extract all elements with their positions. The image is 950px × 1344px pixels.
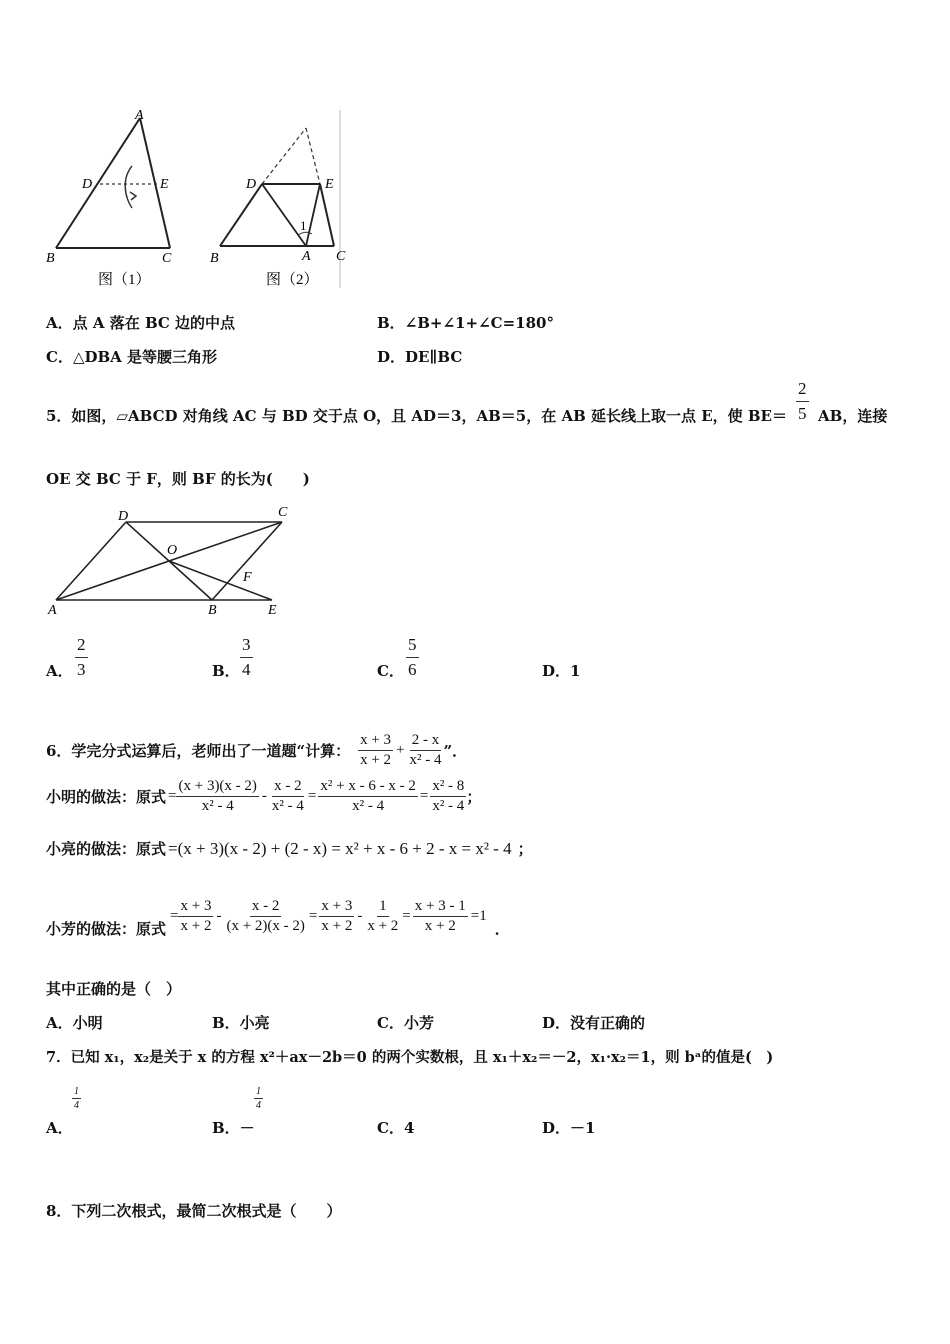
q5-label-C: C <box>278 505 288 520</box>
q5-option-C-fraction <box>406 634 419 681</box>
fig1-label-B: B <box>46 251 55 266</box>
frac-num: (x + 3)(x - 2) <box>176 778 258 797</box>
fig1-label-D: D <box>82 177 93 192</box>
frac-den: x + 2 <box>367 918 399 934</box>
fig2-label-C: C <box>336 249 346 264</box>
q5-option-C[interactable] <box>377 660 404 681</box>
frac-den: (x + 2)(x - 2) <box>226 918 305 934</box>
fig1-label-A: A <box>135 108 144 123</box>
xiaofang-label: 小芳的做法：原式 <box>46 920 167 938</box>
figure-1-triangle <box>56 118 170 248</box>
q7-stem: 7．已知 x₁，x₂是关于 x 的方程 x²＋ax－2b＝0 的两个实数根，且 x₁＋x₂＝－2，x₁·x₂＝1，则 bᵃ的值是( ) <box>46 1049 774 1066</box>
line-end: ； <box>466 788 482 806</box>
q5-stem-line1-end: AB，连接 <box>818 407 888 425</box>
q7-option-A-fraction <box>72 1086 81 1111</box>
q6-option-B[interactable]: B．小亮 <box>212 1014 270 1032</box>
frac-num: 1 <box>256 1086 261 1097</box>
frac-den: x² - 4 <box>352 798 385 814</box>
q6-problem-expression <box>358 732 443 769</box>
frac-den: 3 <box>77 660 86 679</box>
q5-label-B: B <box>208 603 217 618</box>
q7-option-A[interactable]: A． <box>46 1119 73 1137</box>
fig2-label-one: 1 <box>300 218 307 233</box>
frac-num: x - 2 <box>272 778 304 797</box>
q4-option-B[interactable]: B．∠B+∠1+∠C=180° <box>377 314 554 332</box>
q4-option-D[interactable]: D．DE∥BC <box>377 348 463 366</box>
frac-num: x + 3 - 1 <box>413 898 468 917</box>
frac-num: 1 <box>377 898 389 917</box>
q5-fraction-two-fifths <box>796 378 809 425</box>
frac-num: 2 <box>796 378 809 402</box>
fig2-label-A: A <box>302 249 311 264</box>
fig1-label-E: E <box>160 177 169 192</box>
q8-stem: 8．下列二次根式，最简二次根式是（ ） <box>46 1202 342 1220</box>
q5-label-A: A <box>48 603 57 618</box>
q6-xiaoming-line: 小明的做法：原式 = $\frac{(x + 3)(x - 2)}{\text{x² - 4}}$ - $\frac{x - 2}{\text{x² - 4}}$ = $\frac{\text{x² + x - 6 - x - 2}}{\text{x² - 4}}$ = $\frac{\text{x² - 8}}{\text{x² - 4}}$ ； <box>46 778 482 814</box>
frac-num: x + 3 <box>358 732 393 751</box>
q5-option-B[interactable] <box>212 660 240 681</box>
option-letter: C． <box>377 662 404 680</box>
q4-figure <box>40 100 360 295</box>
q6-intro: 6．学完分式运算后，老师出了一道题“计算： <box>46 742 351 760</box>
frac-den: x + 2 <box>321 918 353 934</box>
fig2-label-B: B <box>210 251 219 266</box>
xiaoliang-label: 小亮的做法：原式 <box>46 840 167 858</box>
q4-option-A[interactable]: A．点 A 落在 BC 边的中点 <box>46 314 236 332</box>
q5-label-O: O <box>167 543 178 558</box>
q5-label-E: E <box>268 603 277 618</box>
fig1-caption: 图（1） <box>98 272 151 288</box>
option-letter: B． <box>212 662 240 680</box>
q7-option-D[interactable]: D．－1 <box>542 1119 596 1137</box>
frac-den: 4 <box>74 1100 79 1111</box>
frac-num: x² - 8 <box>430 778 466 797</box>
q6-stem <box>46 732 467 769</box>
plus-sign: + <box>396 742 405 758</box>
frac-den: x² - 4 <box>201 798 234 814</box>
frac-num: x - 2 <box>250 898 282 917</box>
xiaofang-result: =1 <box>470 908 487 924</box>
frac-num: 1 <box>74 1086 79 1097</box>
frac-den: x + 2 <box>180 918 212 934</box>
q6-option-A[interactable]: A．小明 <box>46 1014 103 1032</box>
xiaoming-label: 小明的做法：原式 <box>46 788 167 806</box>
frac-num: 3 <box>240 634 253 658</box>
frac-den: x² - 4 <box>432 798 465 814</box>
fig1-label-C: C <box>162 251 172 266</box>
frac-den: 6 <box>408 660 417 679</box>
frac-den: x² - 4 <box>271 798 304 814</box>
fig2-caption: 图（2） <box>266 272 319 288</box>
option-value: 1 <box>570 662 581 680</box>
q7-option-B-fraction <box>254 1086 263 1111</box>
fig2-label-D: D <box>246 177 257 192</box>
frac-den: 4 <box>242 660 251 679</box>
frac-den: 4 <box>256 1100 261 1111</box>
option-letter: A． <box>46 662 73 680</box>
q5-stem-line1: 5．如图，▱ABCD 对角线 AC 与 BD 交于点 O，且 AD＝3，AB＝5，在 AB 延长线上取一点 E，使 BE＝ <box>46 407 787 425</box>
frac-num: 2 - x <box>410 732 442 751</box>
q6-question: 其中正确的是（ ） <box>46 980 182 998</box>
q7-option-B[interactable]: B．－ <box>212 1119 255 1137</box>
q6-option-C[interactable]: C．小芳 <box>377 1014 434 1032</box>
q7-option-C[interactable]: C．4 <box>377 1119 415 1137</box>
figure-2-folded-triangle <box>220 110 340 288</box>
q5-label-D: D <box>118 509 129 524</box>
q6-xiaoliang-line <box>46 838 533 859</box>
frac-num: 2 <box>75 634 88 658</box>
xiaoliang-expression: =(x + 3)(x - 2) + (2 - x) = x² + x - 6 + 2 - x = x² - 4 <box>168 838 512 858</box>
q5-label-F: F <box>243 570 252 585</box>
frac-den: x + 2 <box>360 752 392 768</box>
q5-option-B-fraction <box>240 634 253 681</box>
frac-num: x² + x - 6 - x - 2 <box>318 778 417 797</box>
line-end: ． <box>494 920 510 938</box>
q4-option-C[interactable]: C．△DBA 是等腰三角形 <box>46 348 218 366</box>
q6-option-D[interactable]: D．没有正确的 <box>542 1014 646 1032</box>
q5-option-A[interactable] <box>46 660 73 681</box>
q6-xiaofang-line: 小芳的做法：原式 = $\frac{x + 3}{x + 2}$ - $\frac{x - 2}{(x + 2)(x - 2)}$ = $\frac{x + 3}{x + 2}$ - $\frac{1}{x + 2}$ = $\frac{x + 3 - 1}{x + 2}$ =1 ． <box>46 898 510 938</box>
option-letter: D． <box>542 662 571 680</box>
frac-num: x + 3 <box>319 898 354 917</box>
line-end: ； <box>517 840 533 858</box>
frac-den: x² - 4 <box>409 752 442 768</box>
q5-option-A-fraction <box>75 634 88 681</box>
q5-option-D[interactable] <box>542 660 580 681</box>
q5-parallelogram-figure <box>40 500 300 620</box>
q6-intro-end: ”． <box>443 742 468 760</box>
frac-num: 5 <box>406 634 419 658</box>
frac-den: x + 2 <box>424 918 456 934</box>
frac-den: 5 <box>798 404 807 423</box>
fig2-label-E: E <box>325 177 334 192</box>
frac-num: x + 3 <box>178 898 213 917</box>
q5-stem-line2: OE 交 BC 于 F，则 BF 的长为( ) <box>46 470 310 488</box>
